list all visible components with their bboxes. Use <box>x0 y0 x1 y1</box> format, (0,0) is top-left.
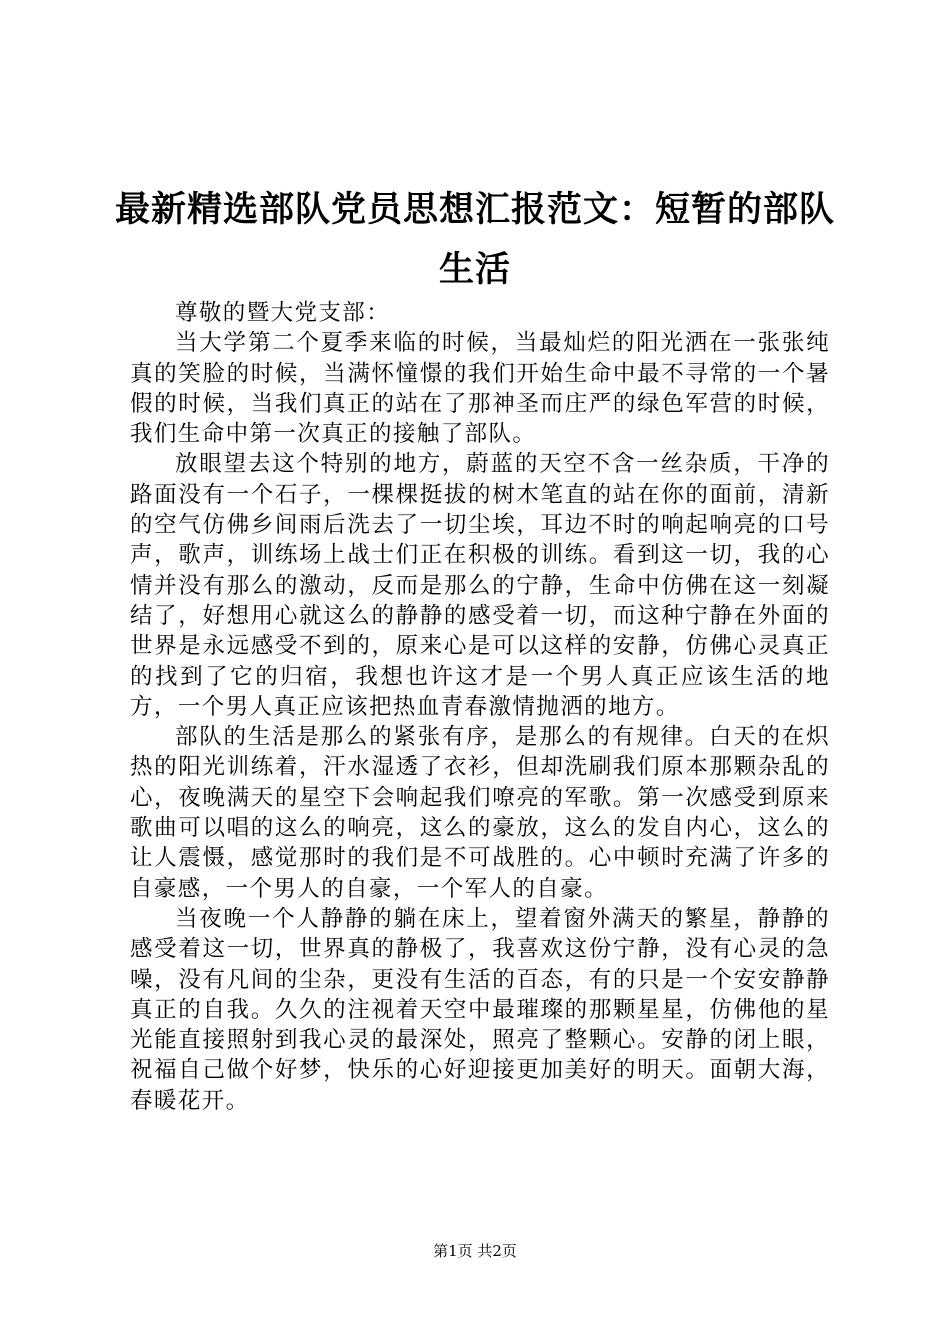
paragraph: 当大学第二个夏季来临的时候，当最灿烂的阳光洒在一张张纯真的笑脸的时候，当满怀憧憬的我们开始生命中最不寻常的一个暑假的时候，当我们真正的站在了那神圣而庄严的绿色军营的时候，我们生命中第一次真正的接触了部队。 <box>130 330 830 448</box>
page-footer <box>0 1240 950 1262</box>
page-number: 第1页 共2页 <box>433 1242 517 1260</box>
document-body <box>130 298 830 1116</box>
salutation: 尊敬的暨大党支部： <box>175 300 391 326</box>
paragraph: 当夜晚一个人静静的躺在床上，望着窗外满天的繁星，静静的感受着这一切，世界真的静极了，我喜欢这份宁静，没有心灵的急噪，没有凡间的尘杂，更没有生活的百态，有的只是一个安安静静真正的自我。久久的注视着天空中最璀璨的那颗星星，仿佛他的星光能直接照射到我心灵的最深处，照亮了整颗心。安静的闭上眼，祝福自己做个好梦，快乐的心好迎接更加美好的明天。面朝大海，春暖花开。 <box>130 905 830 1114</box>
document-title: 最新精选部队党员思想汇报范文：短暂的部队生活 <box>114 190 835 290</box>
paragraph: 部队的生活是那么的紧张有序，是那么的有规律。白天的在炽热的阳光训练着，汗水湿透了衣衫，但却洗刷我们原本那颗杂乱的心，夜晚满天的星空下会响起我们嘹亮的军歌。第一次感受到原来歌曲可以唱的这么的响亮，这么的豪放，这么的发自内心，这么的让人震慑，感觉那时的我们是不可战胜的。心中顿时充满了许多的自豪感，一个男人的自豪，一个军人的自豪。 <box>130 724 830 902</box>
paragraph: 放眼望去这个特别的地方，蔚蓝的天空不含一丝杂质，干净的路面没有一个石子，一棵棵挺拔的树木笔直的站在你的面前，清新的空气仿佛乡间雨后洗去了一切尘埃，耳边不时的响起响亮的口号声，歌声，训练场上战士们正在积极的训练。看到这一切，我的心情并没有那么的激动，反而是那么的宁静，生命中仿佛在这一刻凝结了，好想用心就这么的静静的感受着一切，而这种宁静在外面的世界是永远感受不到的，原来心是可以这样的安静，仿佛心灵真正的找到了它的归宿，我想也许这才是一个男人真正应该生活的地方，一个男人真正应该把热血青春激情抛洒的地方。 <box>130 451 830 720</box>
